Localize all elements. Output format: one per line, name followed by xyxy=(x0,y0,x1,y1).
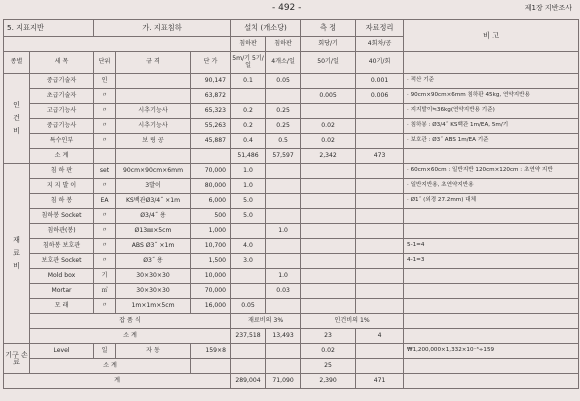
remark-cell xyxy=(404,284,579,299)
spec-cell: 1m×1m×5cm xyxy=(116,299,191,314)
table-row xyxy=(4,164,579,179)
spec-cell: KS백관Ø3/4˝ ×1m xyxy=(116,194,191,209)
data-cell xyxy=(356,224,404,239)
category-char: 건 xyxy=(13,114,20,122)
data-cell xyxy=(356,359,404,374)
material-subtotal-row xyxy=(4,329,579,344)
item-cell: 지 지 발 이 xyxy=(30,179,94,194)
measure-cell: 0.005 xyxy=(301,89,356,104)
install-plate-cell: 1.0 xyxy=(231,179,266,194)
measure-rate: 50기/일 xyxy=(301,52,356,74)
unit-cell: 〃 xyxy=(94,179,116,194)
install-rod-cell: 0.5 xyxy=(266,134,301,149)
spec-cell: 30×30×30 xyxy=(116,284,191,299)
price-cell: 10,700 xyxy=(191,239,231,254)
price-cell: 500 xyxy=(191,209,231,224)
spec-cell xyxy=(116,149,191,164)
category-char: 료 xyxy=(13,249,20,257)
category-char: 재 xyxy=(13,236,20,244)
item-cell: Level xyxy=(30,344,94,359)
spec-cell xyxy=(116,89,191,104)
price-header: 단 가 xyxy=(191,52,231,74)
data-cell xyxy=(356,209,404,224)
subtotal-label: 소 계 xyxy=(30,359,191,374)
subtotal-measure: 25 xyxy=(301,359,356,374)
remark-cell: · 적산 기준 xyxy=(404,74,579,89)
remark-cell xyxy=(404,359,579,374)
install-rod-rate: 4개소/일 xyxy=(266,52,301,74)
install-rod-cell: 0.05 xyxy=(266,74,301,89)
unit-cell: 기 xyxy=(94,269,116,284)
measure-cell: 0.02 xyxy=(301,119,356,134)
install-plate-cell: 0.1 xyxy=(231,74,266,89)
item-cell: 침 하 판 xyxy=(30,164,94,179)
install-plate-cell: 5.0 xyxy=(231,209,266,224)
install-rod-cell: 1.0 xyxy=(266,224,301,239)
misc-measure: 인건비의 1% xyxy=(301,314,404,329)
measure-cell xyxy=(301,209,356,224)
unit-cell: 일 xyxy=(94,344,116,359)
price-cell xyxy=(191,149,231,164)
price-cell: 65,323 xyxy=(191,104,231,119)
measure-cell xyxy=(301,179,356,194)
table-row xyxy=(4,74,579,89)
spec-header: 규 격 xyxy=(116,52,191,74)
measure-cell xyxy=(301,284,356,299)
item-cell: 소 계 xyxy=(30,149,94,164)
item-cell: Mortar xyxy=(30,284,94,299)
remark-cell: 4-1=3 xyxy=(404,254,579,269)
price-cell: 55,263 xyxy=(191,119,231,134)
table-row xyxy=(4,149,579,164)
remark-cell: · 60cm×60cm : 일반지반 120cm×120cm : 초연약 지반 xyxy=(404,164,579,179)
install-plate-cell: 0.2 xyxy=(231,119,266,134)
remark-cell xyxy=(404,149,579,164)
data-cell xyxy=(356,134,404,149)
data-cell xyxy=(356,344,404,359)
item-cell: 침하봉 보호관 xyxy=(30,239,94,254)
unit-cell: set xyxy=(94,164,116,179)
misc-install: 재료비의 3% xyxy=(231,314,301,329)
spec-cell: 3발이 xyxy=(116,179,191,194)
unit-cell: 〃 xyxy=(94,89,116,104)
data-cell xyxy=(356,269,404,284)
table-row xyxy=(4,179,579,194)
unit-cell: 〃 xyxy=(94,134,116,149)
data-cell xyxy=(356,284,404,299)
category-char: 비 xyxy=(13,262,20,270)
item-cell: 모 래 xyxy=(30,299,94,314)
item-cell: 중급기술자 xyxy=(30,74,94,89)
measure-cell xyxy=(301,269,356,284)
spec-cell: 30×30×30 xyxy=(116,269,191,284)
item-cell: 중급기능사 xyxy=(30,119,94,134)
item-cell: 침하봉 Socket xyxy=(30,209,94,224)
measure-cell xyxy=(301,74,356,89)
spec-cell xyxy=(116,74,191,89)
remark-cell: · 침하봉 : Ø3/4˝ KS백관 1m/EA, 5m/기 xyxy=(404,119,579,134)
total-measure: 2,390 xyxy=(301,374,356,389)
item-cell: Mold box xyxy=(30,269,94,284)
data-cell: 473 xyxy=(356,149,404,164)
equipment-row xyxy=(4,344,579,359)
data-header: 4회차/공 xyxy=(356,37,404,52)
subtotal-rod: 13,493 xyxy=(266,329,301,344)
spec-cell: Ø3/4˝ 용 xyxy=(116,209,191,224)
unit-cell: 〃 xyxy=(94,224,116,239)
table-row xyxy=(4,134,579,149)
table-row xyxy=(4,119,579,134)
measure-cell: 0.02 xyxy=(301,344,356,359)
unit-cell: ㎥ xyxy=(94,284,116,299)
install-plate-cell: 0.05 xyxy=(231,299,266,314)
price-cell: 70,000 xyxy=(191,164,231,179)
install-rod-cell: 1.0 xyxy=(266,269,301,284)
install-plate-cell: 0.4 xyxy=(231,134,266,149)
item-cell: 특수인부 xyxy=(30,134,94,149)
install-plate-cell xyxy=(231,284,266,299)
remark-cell xyxy=(404,269,579,284)
category-char: 인 xyxy=(13,101,20,109)
install-plate-cell: 5.0 xyxy=(231,194,266,209)
subtotal-measure: 23 xyxy=(301,329,356,344)
data-cell: 0.001 xyxy=(356,74,404,89)
misc-row xyxy=(4,314,579,329)
subsection-title: 가. 지표침하 xyxy=(94,20,231,37)
category-char: 비 xyxy=(13,127,20,135)
install-plate-cell xyxy=(231,269,266,284)
install-rod-cell xyxy=(266,254,301,269)
remark-cell xyxy=(404,209,579,224)
measure-cell xyxy=(301,164,356,179)
category-header: 종별 xyxy=(4,52,30,74)
unit-cell: 〃 xyxy=(94,254,116,269)
unit-cell: 인 xyxy=(94,74,116,89)
install-plate-cell xyxy=(231,89,266,104)
table-row xyxy=(4,104,579,119)
item-cell: 보호관 Socket xyxy=(30,254,94,269)
group-measure-header: 측 정 xyxy=(301,20,356,37)
remark-cell xyxy=(404,329,579,344)
unit-cell: 〃 xyxy=(94,119,116,134)
total-data: 471 xyxy=(356,374,404,389)
subtotal-plate: 237,518 xyxy=(231,329,266,344)
remark-cell xyxy=(404,374,579,389)
data-cell: 0.006 xyxy=(356,89,404,104)
remark-cell xyxy=(404,224,579,239)
spec-cell: 90cm×90cm×6mm xyxy=(116,164,191,179)
price-cell: 159×8 xyxy=(191,344,231,359)
install-plate-rate: 5m/기 5기/일 xyxy=(231,52,266,74)
price-cell xyxy=(191,359,231,374)
item-cell: 침 하 봉 xyxy=(30,194,94,209)
install-rod-cell: 0.03 xyxy=(266,284,301,299)
install-rod-cell xyxy=(266,209,301,224)
remark-cell: ₩1,200,000×1,332×10⁻³÷159 xyxy=(404,344,579,359)
install-rod-cell xyxy=(266,89,301,104)
misc-item: 잡 품 식 xyxy=(30,314,231,329)
remark-cell: · Ø1˝ (외경 27.2mm) 대체 xyxy=(404,194,579,209)
table-row xyxy=(4,299,579,314)
data-cell xyxy=(356,179,404,194)
spec-cell: 자 동 xyxy=(116,344,191,359)
table-row xyxy=(4,209,579,224)
data-cell xyxy=(356,164,404,179)
measure-cell xyxy=(301,239,356,254)
section-title: 5. 지표지반 xyxy=(4,20,94,37)
install-rod-cell xyxy=(266,164,301,179)
unit-cell: 〃 xyxy=(94,209,116,224)
install-rod-cell xyxy=(266,299,301,314)
subtotal-label: 소 계 xyxy=(30,329,231,344)
group-install-header: 설치 (개소당) xyxy=(231,20,301,37)
install-rod-cell xyxy=(266,239,301,254)
measure-cell xyxy=(301,254,356,269)
table-row xyxy=(4,284,579,299)
remark-cell: · 보호관 : Ø3˝ ABS 1m/EA 기준 xyxy=(404,134,579,149)
group-data-header: 자료정리 xyxy=(356,20,404,37)
install-rod-cell xyxy=(266,344,301,359)
measure-cell xyxy=(301,224,356,239)
install-rod-cell xyxy=(266,359,301,374)
install-plate-cell xyxy=(231,344,266,359)
install-plate-cell xyxy=(231,224,266,239)
unit-cell xyxy=(94,149,116,164)
remark-cell: · 90cm×90cm×6mm 침하판 45kg, 연약지반용 xyxy=(404,89,579,104)
category-equipment: 기구 손료 xyxy=(4,344,30,374)
install-plate-cell: 4.0 xyxy=(231,239,266,254)
remark-cell xyxy=(404,299,579,314)
grand-total-row xyxy=(4,374,579,389)
table-row xyxy=(4,194,579,209)
install-plate-cell: 3.0 xyxy=(231,254,266,269)
price-cell: 16,000 xyxy=(191,299,231,314)
measure-cell: 0.02 xyxy=(301,134,356,149)
install-plate-cell: 0.2 xyxy=(231,104,266,119)
price-cell: 80,000 xyxy=(191,179,231,194)
price-cell: 1,500 xyxy=(191,254,231,269)
price-cell: 70,000 xyxy=(191,284,231,299)
spec-cell: 시추기능사 xyxy=(116,119,191,134)
price-cell: 63,872 xyxy=(191,89,231,104)
install-rod-cell xyxy=(266,179,301,194)
item-cell: 침하관(봉) xyxy=(30,224,94,239)
unit-cell: 〃 xyxy=(94,299,116,314)
unit-cell: EA xyxy=(94,194,116,209)
install-rod-header: 침하판 xyxy=(266,37,301,52)
total-plate: 289,004 xyxy=(231,374,266,389)
install-rod-cell xyxy=(266,194,301,209)
subtotal-data: 4 xyxy=(356,329,404,344)
data-cell xyxy=(356,119,404,134)
price-cell: 90,147 xyxy=(191,74,231,89)
page-number: - 492 - xyxy=(272,3,302,13)
data-cell xyxy=(356,194,404,209)
price-cell: 45,887 xyxy=(191,134,231,149)
item-cell: 초급기술자 xyxy=(30,89,94,104)
item-cell: 고급기능사 xyxy=(30,104,94,119)
measure-cell xyxy=(301,194,356,209)
measure-header: 회당/기 xyxy=(301,37,356,52)
item-header: 세 목 xyxy=(30,52,94,74)
install-plate-header: 침하판 xyxy=(231,37,266,52)
install-rod-cell: 0.25 xyxy=(266,104,301,119)
remark-cell: 5-1=4 xyxy=(404,239,579,254)
unit-header: 단위 xyxy=(94,52,116,74)
category-labor xyxy=(4,74,30,164)
table-row xyxy=(4,269,579,284)
data-cell xyxy=(356,104,404,119)
data-rate: 40기/회 xyxy=(356,52,404,74)
measure-cell xyxy=(301,299,356,314)
measure-cell: 2,342 xyxy=(301,149,356,164)
install-rod-cell: 57,597 xyxy=(266,149,301,164)
header-row-3 xyxy=(4,52,579,74)
data-cell xyxy=(356,254,404,269)
remark-cell: · 지지발이≒36kg(연약지반용 기준) xyxy=(404,104,579,119)
spec-cell: 보 링 공 xyxy=(116,134,191,149)
remarks-header: 비 고 xyxy=(404,20,579,52)
install-rod-cell: 0.25 xyxy=(266,119,301,134)
install-plate-cell: 51,486 xyxy=(231,149,266,164)
table-row xyxy=(4,89,579,104)
total-label: 계 xyxy=(4,374,231,389)
spec-cell: Ø13㎜×5cm xyxy=(116,224,191,239)
table-row xyxy=(4,239,579,254)
spec-cell: ABS Ø3˝ ×1m xyxy=(116,239,191,254)
install-plate-cell: 1.0 xyxy=(231,164,266,179)
measure-cell xyxy=(301,104,356,119)
price-cell: 10,000 xyxy=(191,269,231,284)
data-cell xyxy=(356,239,404,254)
price-cell: 6,000 xyxy=(191,194,231,209)
chapter-label: 제1장 지반조사 xyxy=(524,4,572,12)
data-cell xyxy=(356,299,404,314)
remark-cell: · 일반지반용, 초연약지반용 xyxy=(404,179,579,194)
header-row-1 xyxy=(4,20,579,37)
install-plate-cell xyxy=(231,359,266,374)
table-row xyxy=(4,224,579,239)
unit-cell: 〃 xyxy=(94,104,116,119)
table-row xyxy=(4,254,579,269)
remark-cell xyxy=(404,314,579,329)
spec-cell: Ø3˝ 용 xyxy=(116,254,191,269)
cost-table xyxy=(3,19,579,389)
category-material xyxy=(4,164,30,344)
unit-cell: 〃 xyxy=(94,239,116,254)
price-cell: 1,000 xyxy=(191,224,231,239)
spec-cell: 시추기능사 xyxy=(116,104,191,119)
equipment-subtotal-row xyxy=(4,359,579,374)
total-rod: 71,090 xyxy=(266,374,301,389)
